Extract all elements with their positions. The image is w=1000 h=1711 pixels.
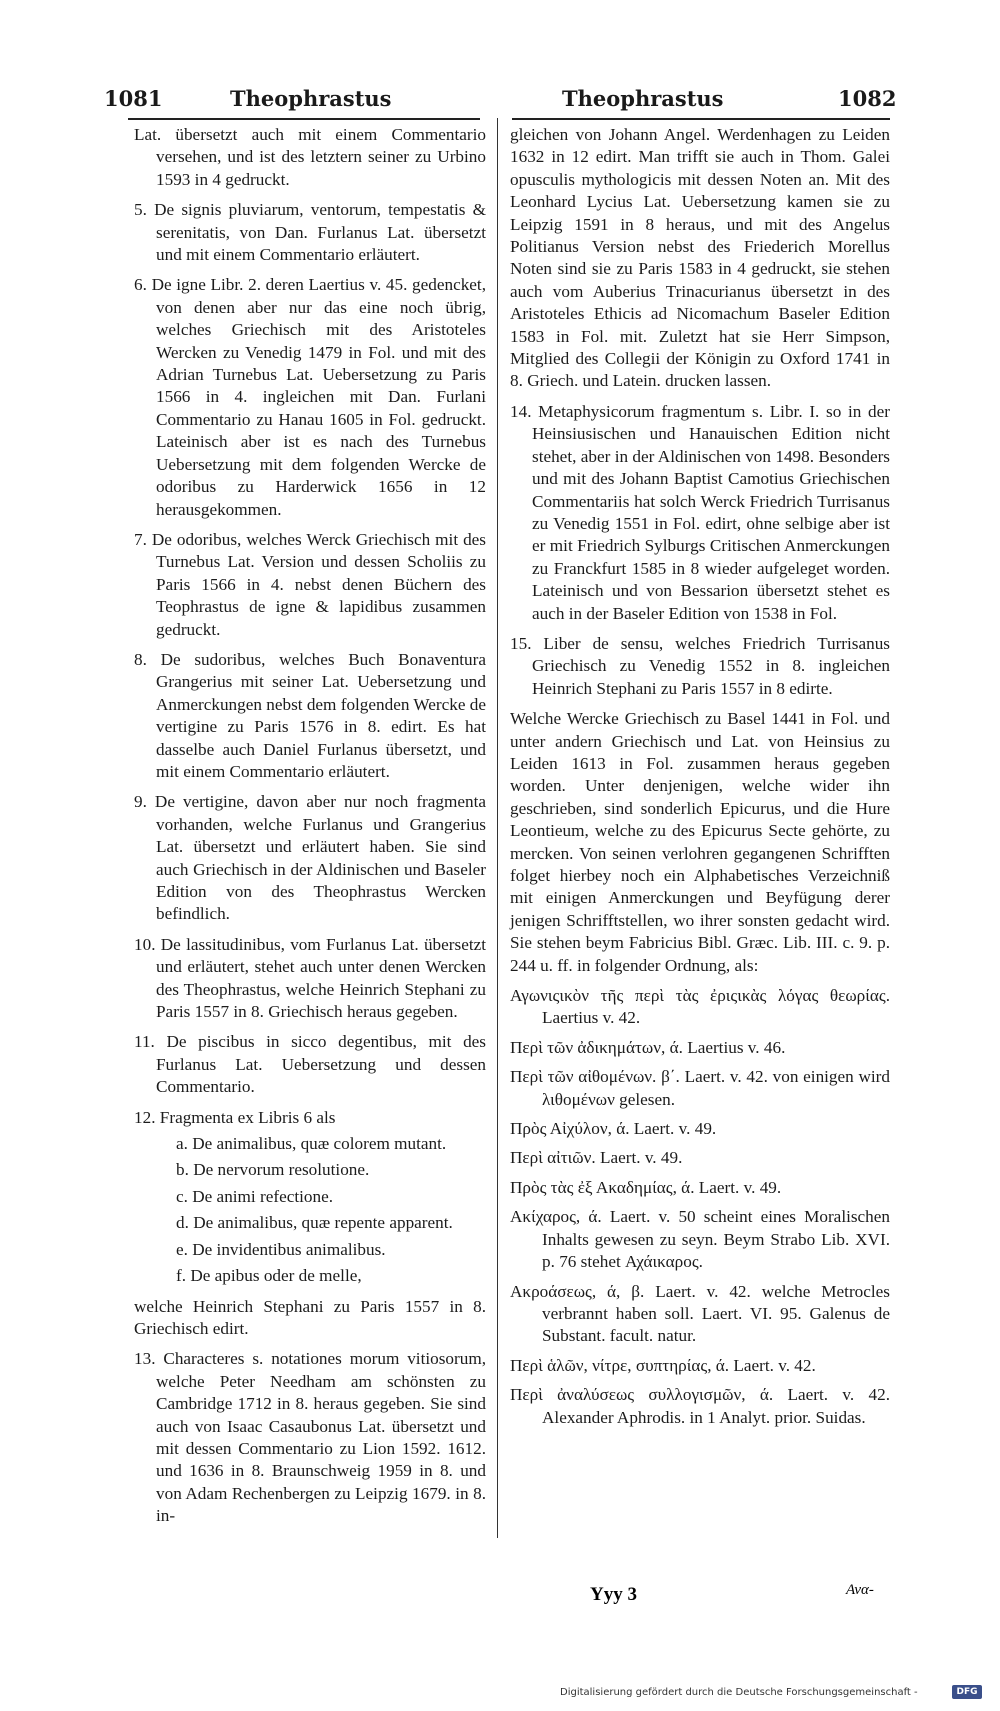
greek-title-item: Ακίχαρος, ά. Laert. v. 50 scheint eines Moralischen Inhalts gewesen zu seyn. Beym Strabo Lib. XVI. p. 76 stehet Αχάικαρος.	[510, 1207, 890, 1272]
lost-works-paragraph: Welche Wercke Griechisch zu Basel 1441 in Fol. und unter andern Griechisch und Lat. von Heinsius zu Leiden 1613 in Fol. zusammen heraus gegeben worden. Unter denjenigen, welche wider ihn geschrieben, sind sonderlich Epicurus, und die Hure Leontieum, welche zu des Epicurus Secte gehörte, zu mercken. Von seinen verlohren gegangenen Schrifften folget hierbey noch ein Alphabetisches Verzeichniß mit einigen Anmerckungen und Beyfügung derer jenigen Schrifftstellen, wo ihrer sonsten gedacht wird. Sie stehen beym Fabricius Bibl. Græc. Lib. III. c. 9. p. 244 u. ff. in folgender Ordnung, als:	[510, 709, 890, 975]
entry-5: 5. De signis pluviarum, ventorum, tempestatis & serenitatis, von Dan. Furlanus Lat. übersetzt und mit einem Commentario erläutert.	[134, 200, 487, 265]
signature-mark: Yyy 3	[590, 1584, 637, 1605]
entry-11: 11. De piscibus in sicco degentibus, mit des Furlanus Lat. Uebersetzung und dessen Commentario.	[134, 1032, 486, 1097]
catchword: Ανα-	[846, 1582, 874, 1598]
column-divider	[497, 118, 498, 1538]
entry-9: 9. De vertigine, davon aber nur noch fragmenta vorhanden, welche Furlanus und Grangerius Lat. übersetzt und erläutert haben. Sie sind auch Griechisch in der Aldinischen und Baseler Edition von des Theophrastus Wercken befindlich.	[134, 792, 486, 924]
greek-title-item: Πρὸς τὰς ἐξ Ακαδημίας, ά. Laert. v. 49.	[510, 1177, 782, 1197]
page-number-left: 1081	[104, 86, 163, 111]
entry-text: Lat. übersetzt auch mit einem Commentario versehen, und ist des letztern seiner zu Urbino 1593 in 4 gedruckt.	[134, 125, 486, 189]
entry-15: 15. Liber de sensu, welches Friedrich Turrisanus Griechisch zu Venedig 1552 in 8. ingleichen Heinrich Stephani zu Paris 1557 in 8 edirte.	[510, 633, 890, 698]
sublist-item: c. De animi refectione.	[176, 1186, 333, 1206]
greek-title-item: Περὶ αἰτιῶν. Laert. v. 49.	[510, 1148, 683, 1168]
entry-8: 8. De sudoribus, welches Buch Bonaventura Grangerius mit seiner Lat. Uebersetzung und Anmerckungen nebst dem folgenden Wercke de vertigine zu Paris 1576 in 8. edirt. Es hat dasselbe auch Daniel Furlanus übersetzt, und mit einem Commentario erläutert.	[134, 649, 487, 781]
entry-12: 12. Fragmenta ex Libris 6 als	[134, 1107, 336, 1127]
running-title-right: Theophrastus	[562, 86, 724, 111]
entry-text: gleichen von Johann Angel. Werdenhagen zu Leiden 1632 in 12 edirt. Man trifft sie auch in Thom. Galei opusculis mythologicis mit dessen Noten an. Mit des Leonhard Lycius Lat. Uebersetzung kamen sie zu Leipzig 1591 in 8 heraus, und mit des Angelus Politianus Version nebst des Friederich Morellus Noten sind sie zu Paris 1583 in 4 gedruckt, sie stehen auch vom Auberius Trinacurianus übersetzt in des Aristoteles Ethicis ad Nicomachum Baseler Edition 1583 in Fol. mit. Zuletzt hat sie Herr Simpson, Mitglied des Collegii der Königin zu Oxford 1741 in 8. Griech. und Latein. drucken lassen.	[510, 125, 890, 391]
right-column	[510, 124, 890, 1436]
sublist-item: b. De nervorum resolutione.	[176, 1160, 370, 1180]
sublist-item: f. De apibus oder de melle,	[176, 1266, 362, 1286]
sublist-item: a. De animalibus, quæ colorem mutant.	[176, 1134, 447, 1154]
entry-10: 10. De lassitudinibus, vom Furlanus Lat. übersetzt und erläutert, stehet auch unter denen Wercken des Theophrastus, welche Heinrich Stephani zu Paris 1557 in 8. Griechisch heraus gegeben.	[134, 934, 486, 1022]
header-rule-right	[512, 118, 890, 120]
greek-title-item: Αγωνιςικὸν τῆς περὶ τὰς ἐριςικὰς λόγας θεωρίας. Laertius v. 42.	[510, 986, 890, 1028]
greek-title-item: Περὶ τῶν αἰθομένων. β΄. Laert. v. 42. von einigen wird λιθομένων gelesen.	[510, 1067, 890, 1109]
entry-14: 14. Metaphysicorum fragmentum s. Libr. I. so in der Heinsiusischen und Hanauischen Edition nicht stehet, aber in der Aldinischen von 1498. Besonders und mit des Johann Baptist Camotius Griechischen Commentariis hat solch Werck Friedrich Turrisanus zu Venedig 1551 in Fol. edirt, ohne selbige aber ist er mit Friedrich Sylburgs Critischen Anmerckungen zu Franckfurt 1585 in 8 wieder aufgeleget worden. Lateinisch und von Bessarion übersetzt stehet es auch in der Baseler Edition von 1538 in Fol.	[510, 401, 890, 623]
entry-6: 6. De igne Libr. 2. deren Laertius v. 45. gedencket, von denen aber nur das eine noch übrig, welches Griechisch mit des Aristoteles Wercken zu Venedig 1479 in Fol. und mit des Adrian Turnebus Lat. Uebersetzung zu Paris 1566 in 4. ingleichen mit Dan. Furlani Commentario zu Hanau 1605 in Fol. gedruckt. Lateinisch aber ist es nach des Turnebus Uebersetzung mit dem folgenden Wercke de odoribus zu Harderwick 1656 in 12 herausgekommen.	[134, 275, 487, 519]
entry-text: welche Heinrich Stephani zu Paris 1557 in 8. Griechisch edirt.	[134, 1296, 486, 1338]
running-title-left: Theophrastus	[230, 86, 392, 111]
entry-7: 7. De odoribus, welches Werck Griechisch mit des Turnebus Lat. Version und dessen Scholiis zu Paris 1566 in 4. nebst denen Büchern des Teophrastus de igne & lapidibus zusammen gedruckt.	[134, 529, 486, 639]
page-number-right: 1082	[838, 86, 897, 111]
entry-13: 13. Characteres s. notationes morum vitiosorum, welche Peter Needham am schönsten zu Cambridge 1712 in 8. heraus gegeben. Sie sind auch von Isaac Casaubonus Lat. übersetzt und mit dessen Commentario zu Lion 1592. 1612. und 1636 in 8. Braunschweig 1959 in 8. und von Adam Rechenbergen zu Leipzig 1679. in 8. in-	[134, 1349, 486, 1526]
greek-title-item: Περὶ τῶν ἀδικημάτων, ά. Laertius v. 46.	[510, 1037, 786, 1057]
sublist-item: d. De animalibus, quæ repente apparent.	[176, 1213, 453, 1233]
sublist-item: e. De invidentibus animalibus.	[176, 1239, 386, 1259]
left-entries	[134, 124, 486, 1129]
left-column	[134, 124, 486, 1536]
greek-title-item: Περὶ ἀναλύσεως συλλογισμῶν, ά. Laert. v. 42. Alexander Aphrodis. in 1 Analyt. prior. Suidas.	[510, 1385, 890, 1427]
greek-titles-list	[510, 985, 890, 1429]
greek-title-item: Περὶ ἁλῶν, νίτρε, συπτηρίας, ά. Laert. v. 42.	[510, 1355, 816, 1375]
greek-title-item: Πρὸς Αἰχύλον, ά. Laert. v. 49.	[510, 1119, 717, 1139]
header-rule-left	[128, 118, 480, 120]
dfg-logo: DFG	[952, 1685, 982, 1699]
digitization-credit: Digitalisierung gefördert durch die Deutsche Forschungsgemeinschaft -	[560, 1687, 918, 1698]
left-tail-entries	[134, 1296, 486, 1528]
fragments-sublist	[134, 1133, 486, 1287]
greek-title-item: Ακροάσεως, ά, β. Laert. v. 42. welche Metrocles verbrannt haben soll. Laert. VI. 95. Galenus de Substant. facult. natur.	[510, 1281, 890, 1346]
